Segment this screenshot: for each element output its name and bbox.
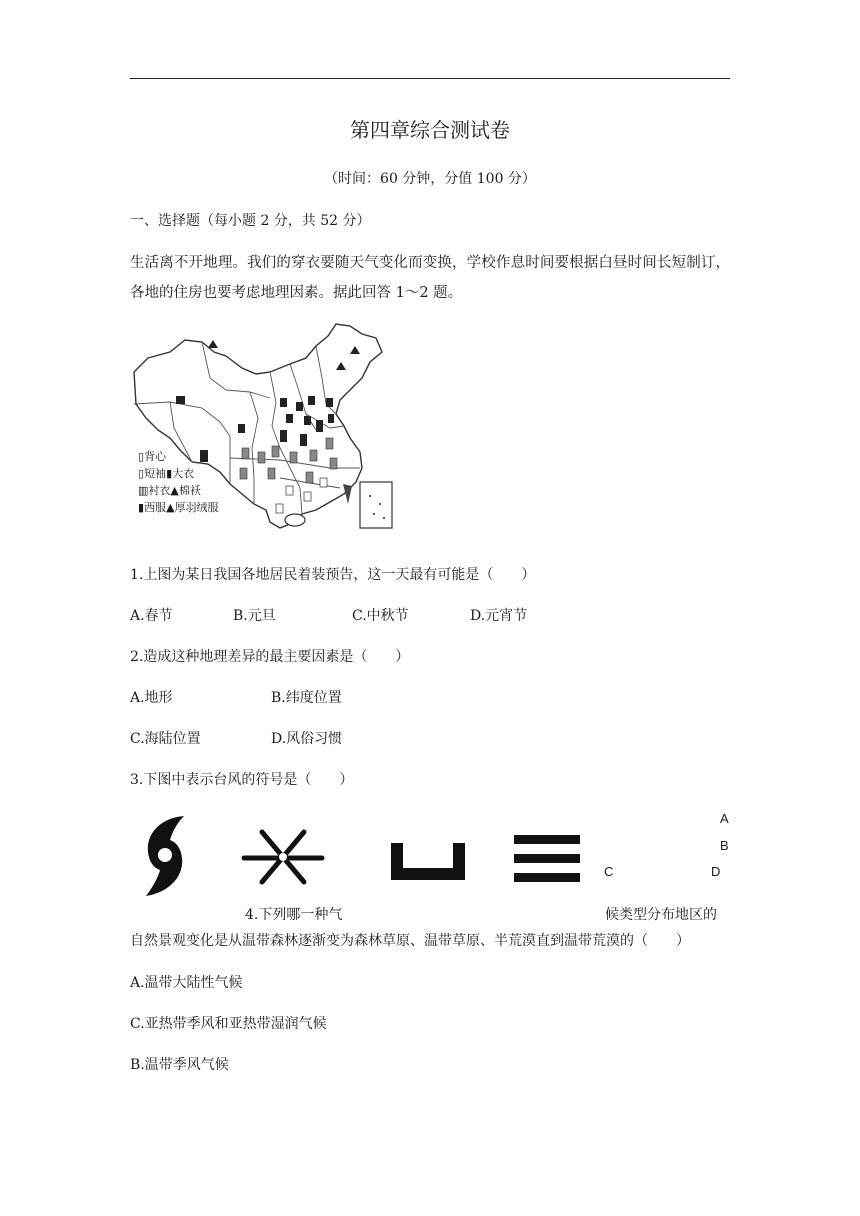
q2-stem: 2.造成这种地理差异的最主要因素是（ ） xyxy=(130,649,410,665)
q3-label-a: A xyxy=(720,811,729,826)
q3-label-c: C xyxy=(604,864,614,879)
vest-icon: ▯ xyxy=(138,450,145,463)
sandstorm-symbol-icon xyxy=(240,826,326,886)
q4-stem-part2: 候类型分布地区的 xyxy=(605,907,717,923)
typhoon-symbol-icon xyxy=(140,812,190,898)
q4-option-a[interactable]: A.温带大陆性气候 xyxy=(130,975,243,991)
suit-icon: ▮ xyxy=(138,501,145,514)
q3-stem: 3.下图中表示台风的符号是（ ） xyxy=(130,772,354,788)
exam-time-info: （时间：60 分钟，分值 100 分） xyxy=(324,171,536,187)
page-title: 第四章综合测试卷 xyxy=(350,118,510,142)
legend-row-2: ▯短袖▮大衣 xyxy=(138,467,195,480)
q4-stem-part1: 4.下列哪一种气 xyxy=(245,907,343,923)
q4-stem-line2: 自然景观变化是从温带森林逐渐变为森林草原、温带草原、半荒漠直到温带荒漠的（ ） xyxy=(130,933,690,949)
q2-option-b[interactable]: B.纬度位置 xyxy=(271,690,342,706)
down-jacket-icon: ▲ xyxy=(166,501,175,514)
q1-option-a[interactable]: A.春节 xyxy=(130,608,173,624)
map-legend xyxy=(138,448,219,516)
q1-option-d[interactable]: D.元宵节 xyxy=(470,608,528,624)
q1-option-c[interactable]: C.中秋节 xyxy=(352,608,409,624)
q3-label-d: D xyxy=(711,864,721,879)
section-heading: 一、选择题（每小题 2 分，共 52 分） xyxy=(130,213,371,229)
q3-label-b: B xyxy=(720,838,729,853)
legend-row-3: ▥衬衣▲棉袄 xyxy=(138,484,201,497)
bracket-symbol-icon xyxy=(388,838,468,884)
q2-option-a[interactable]: A.地形 xyxy=(130,690,173,706)
q2-option-c[interactable]: C.海陆位置 xyxy=(130,731,201,747)
shirt-icon: ▥ xyxy=(138,484,149,497)
legend-row-4: ▮西服▲厚羽绒服 xyxy=(138,501,219,514)
q1-stem: 1.上图为某日我国各地居民着装预告，这一天最有可能是（ ） xyxy=(130,567,536,583)
header-rule xyxy=(130,78,730,79)
intro-paragraph: 生活离不开地理。我们的穿衣要随天气变化而变换，学校作息时间要根据白昼时间长短制订，各地的住房也要考虑地理因素。据此回答 1～2 题。 xyxy=(130,255,730,301)
tshirt-icon: ▯ xyxy=(138,467,145,480)
q1-option-b[interactable]: B.元旦 xyxy=(233,608,276,624)
triple-bar-symbol-icon xyxy=(512,832,582,886)
q4-option-b[interactable]: B.温带季风气候 xyxy=(130,1057,229,1073)
q2-option-d[interactable]: D.风俗习惯 xyxy=(271,731,343,747)
q4-option-c[interactable]: C.亚热带季风和亚热带湿润气候 xyxy=(130,1016,327,1032)
coat-icon: ▮ xyxy=(166,467,173,480)
padded-jacket-icon: ▲ xyxy=(170,484,179,497)
legend-row-vest: ▯背心 xyxy=(138,450,167,463)
